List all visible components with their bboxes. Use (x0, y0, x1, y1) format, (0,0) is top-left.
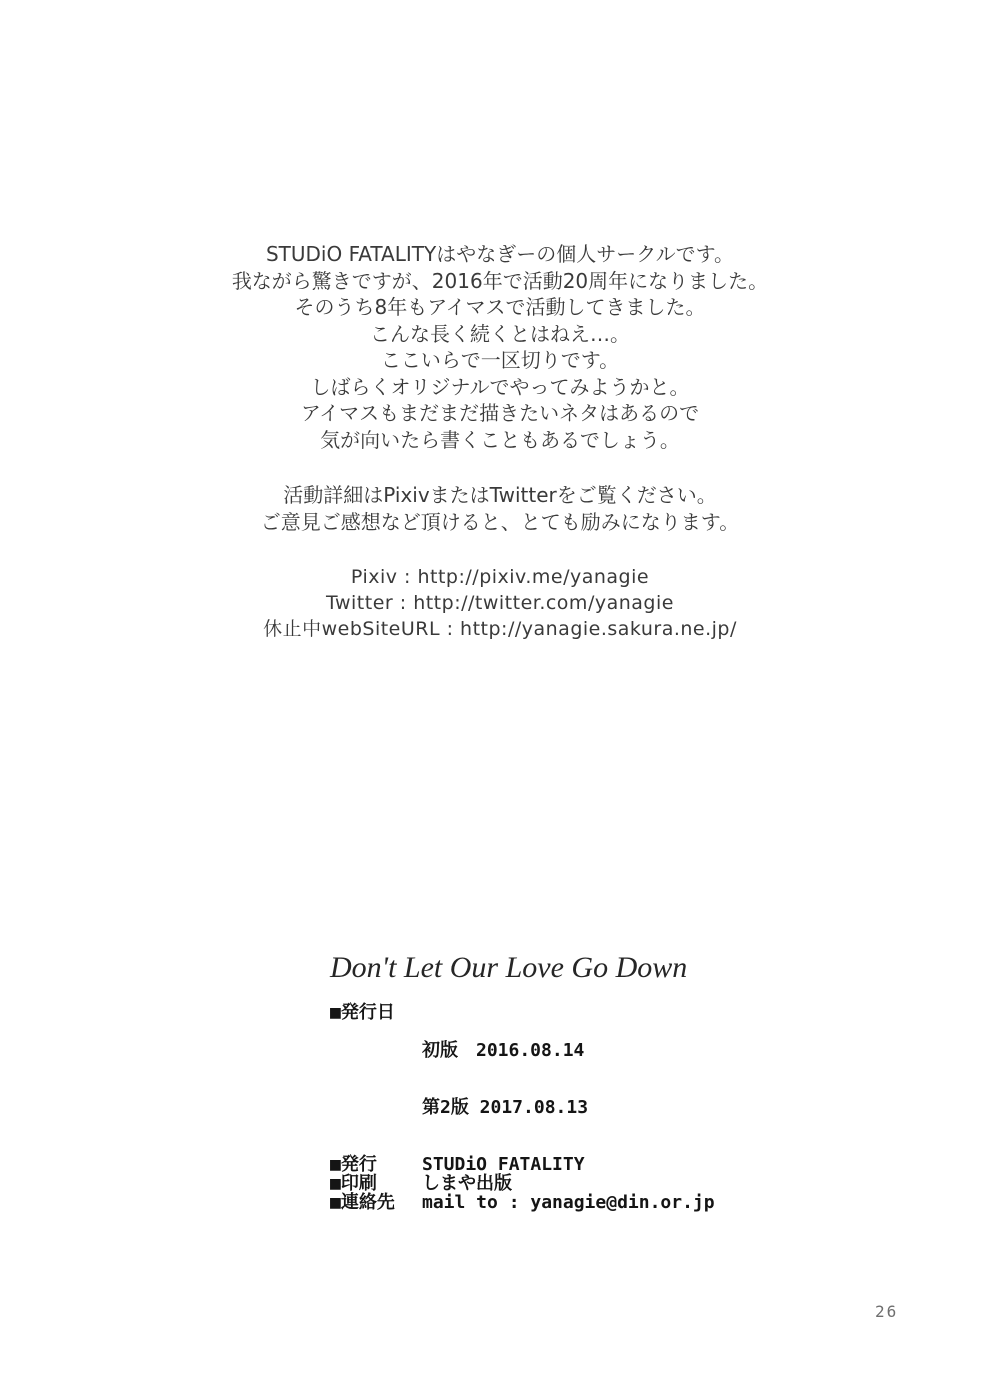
pixiv-url-text: Pixiv : http://pixiv.me/yanagie (350, 566, 650, 588)
afterword-line: STUDiO FATALITYはやなぎーの個人サークルです。 (265, 242, 735, 266)
afterword-line: 活動詳細はPixivまたはTwitterをご覧ください。 (283, 483, 717, 507)
colophon-row-printer (330, 1174, 715, 1193)
afterword-paragraph-2 (0, 482, 1000, 535)
colophon-value: しまや出版 (422, 1173, 512, 1194)
website-url-text: 休止中webSiteURL : http://yanagie.sakura.ne.jp/ (263, 618, 737, 640)
afterword-line: 我ながら驚きですが、2016年で活動20周年になりました。 (231, 268, 769, 293)
colophon-row-publisher (330, 1155, 715, 1174)
afterword-line: ここいらで一区切りです。 (380, 348, 620, 372)
afterword-line: しばらくオリジナルでやってみようかと。 (310, 374, 690, 399)
book-title: Don't Let Our Love Go Down (330, 951, 688, 984)
colophon (330, 1003, 715, 1212)
colophon-row-contact (330, 1193, 715, 1212)
colophon-value: STUDiO FATALITY (422, 1154, 585, 1175)
colophon-value (422, 1003, 588, 1155)
colophon-label: ■連絡先 (330, 1192, 395, 1213)
afterword-paragraph-1 (0, 241, 1000, 453)
afterword-paragraph-urls (0, 564, 1000, 642)
page-number: 26 (875, 1302, 899, 1321)
colophon-contact-email: mail to : yanagie@din.or.jp (422, 1192, 715, 1213)
colophon-label: ■発行 (330, 1154, 377, 1175)
twitter-url-text: Twitter : http://twitter.com/yanagie (326, 592, 674, 614)
afterword-line: そのうち8年もアイマスで活動してきました。 (294, 295, 706, 319)
afterword-line: アイマスもまだまだ描きたいネタはあるので (300, 401, 700, 425)
colophon-label: ■印刷 (330, 1173, 377, 1194)
colophon-value-line: 第2版 2017.08.13 (422, 1097, 589, 1118)
afterword-line: 気が向いたら書くこともあるでしょう。 (320, 427, 680, 452)
colophon-row-publication-date (330, 1003, 715, 1155)
afterword-line: ご意見ご感想など頂けると、とても励みになります。 (260, 509, 740, 534)
colophon-value-line: 初版 2016.08.14 (422, 1040, 585, 1061)
afterword-line: こんな長く続くとはねえ…。 (370, 321, 630, 346)
colophon-label: ■発行日 (330, 1002, 395, 1023)
